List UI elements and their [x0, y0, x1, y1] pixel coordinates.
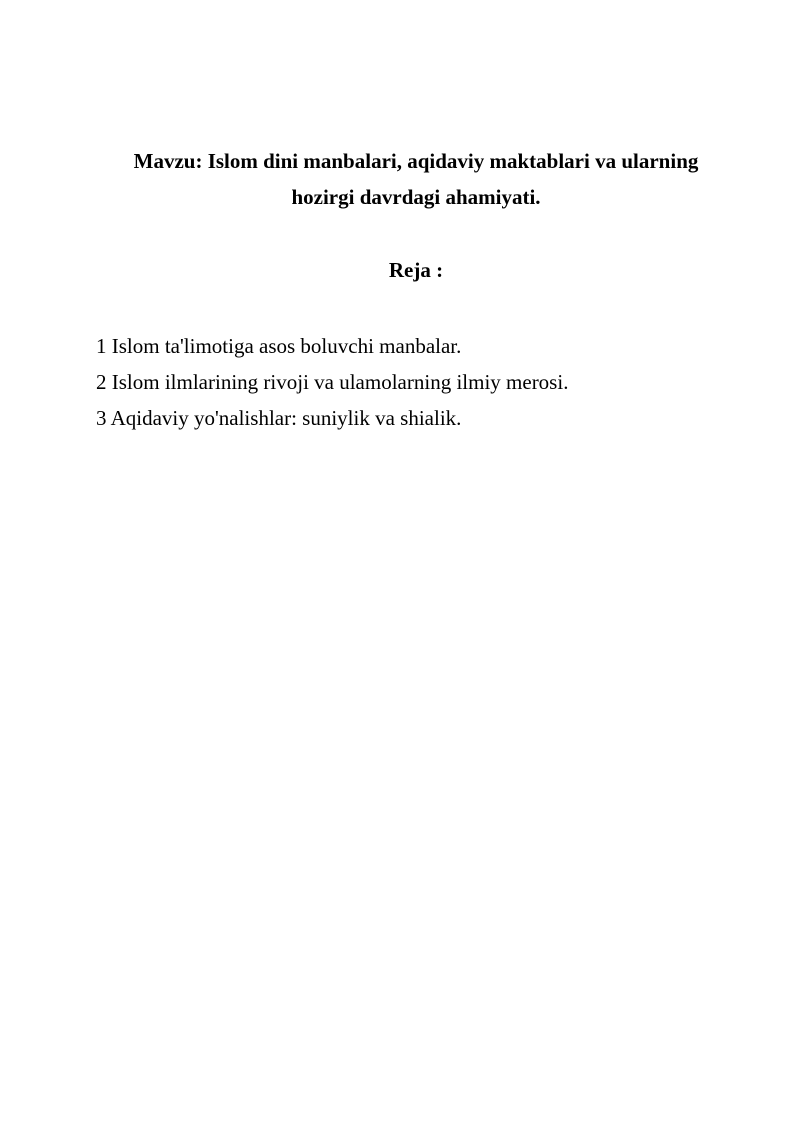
- title-line-1: Mavzu: Islom dini manbalari, aqidaviy maktablari va ularning: [133, 149, 699, 173]
- plan-heading: Reja :: [388, 258, 444, 282]
- plan-item-3: 3 Aqidaviy yo'nalishlar: suniylik va shialik.: [96, 406, 462, 430]
- title-line-2: hozirgi davrdagi ahamiyati.: [291, 185, 541, 209]
- document-title: [96, 143, 736, 215]
- plan-item-1: 1 Islom ta'limotiga asos boluvchi manbalar.: [96, 334, 462, 358]
- plan-list: [96, 328, 736, 436]
- plan-item-2: 2 Islom ilmlarining rivoji va ulamolarning ilmiy merosi.: [96, 370, 569, 394]
